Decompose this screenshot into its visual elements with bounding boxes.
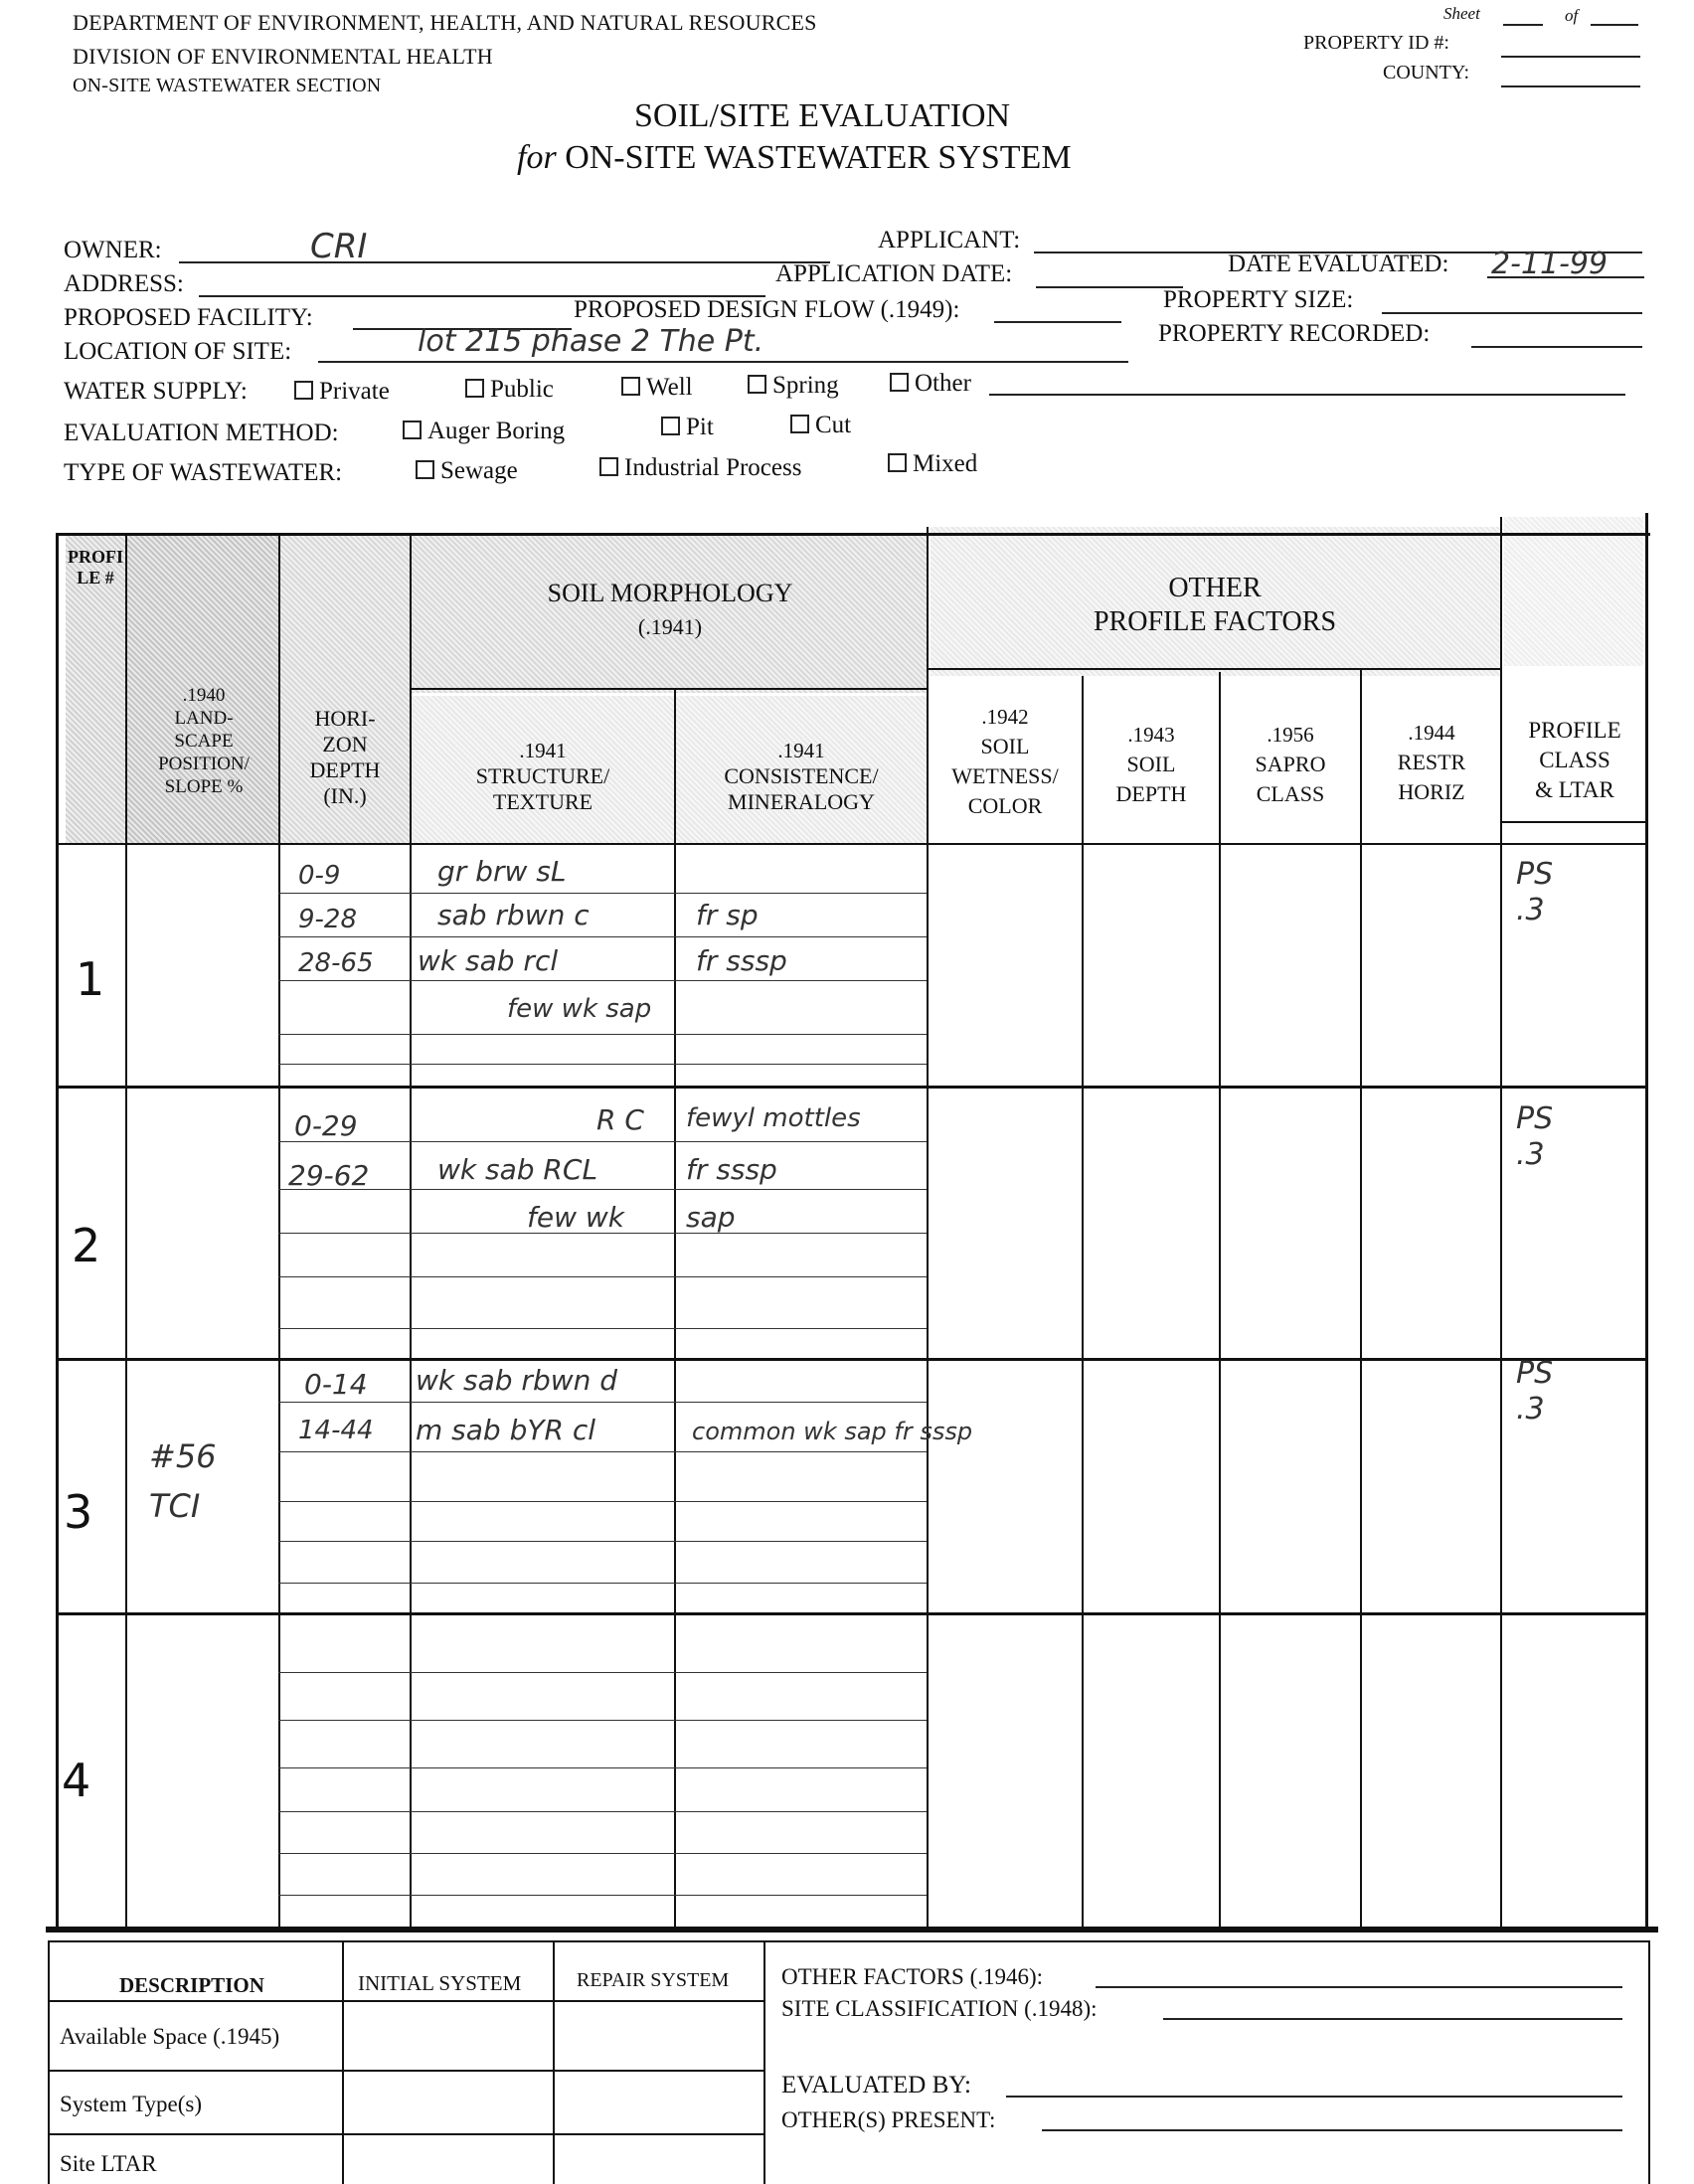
depth-cell[interactable]: 0-14: [304, 1368, 368, 1401]
description-header: DESCRIPTION: [119, 1973, 264, 1997]
repair-system-header: REPAIR SYSTEM: [577, 1969, 730, 1991]
other-profile-factors-header: OTHER PROFILE FACTORS: [1093, 573, 1337, 637]
profile-number-header: PROFILE #: [68, 547, 123, 588]
property-id-label: PROPERTY ID #:: [1303, 32, 1449, 54]
profile-class-ltar-header: PROFILE CLASS & LTAR: [1528, 718, 1621, 802]
consistence-cell[interactable]: common wk sap fr sssp: [692, 1418, 973, 1445]
profile-class-cell[interactable]: PS .3: [1516, 857, 1554, 927]
profile-class-cell[interactable]: PS .3: [1516, 1101, 1554, 1172]
site-classification-field[interactable]: [1163, 2018, 1622, 2020]
design-flow-label: PROPOSED DESIGN FLOW (.1949):: [574, 296, 960, 323]
initial-system-header: INITIAL SYSTEM: [358, 1971, 522, 1995]
depth-cell[interactable]: 28-65: [298, 948, 374, 978]
location-label: LOCATION OF SITE:: [64, 338, 292, 365]
depth-cell[interactable]: 0-9: [298, 861, 341, 891]
structure-cell[interactable]: few wk: [527, 1201, 624, 1234]
consistence-cell[interactable]: fewyl mottles: [686, 1103, 861, 1133]
date-evaluated-value: 2-11-99: [1491, 247, 1609, 281]
structure-cell[interactable]: m sab bYR cl: [416, 1414, 596, 1446]
other-factors-label: OTHER FACTORS (.1946):: [781, 1964, 1044, 1989]
depth-cell[interactable]: 9-28: [298, 905, 358, 934]
application-date-field[interactable]: [1036, 286, 1183, 288]
system-types-label: System Type(s): [60, 2092, 202, 2116]
horizon-depth-header: HORI- ZON DEPTH (IN.): [309, 706, 381, 808]
design-flow-field[interactable]: [994, 321, 1121, 323]
eval-pit-checkbox[interactable]: Pit: [661, 414, 714, 441]
structure-cell[interactable]: gr brw sL: [437, 855, 567, 888]
structure-cell[interactable]: few wk sap: [507, 994, 652, 1024]
water-private-checkbox[interactable]: Private: [294, 378, 390, 406]
eval-cut-checkbox[interactable]: Cut: [790, 412, 851, 439]
system-types-repair-cell[interactable]: [555, 2072, 763, 2133]
structure-cell[interactable]: R C: [596, 1103, 644, 1136]
owner-value: CRI: [310, 227, 368, 266]
water-other-field[interactable]: [989, 394, 1625, 396]
location-field[interactable]: [318, 361, 1128, 363]
consistence-cell[interactable]: sap: [686, 1201, 736, 1234]
soil-wetness-header: .1942 SOIL WETNESS/ COLOR: [951, 705, 1059, 818]
property-size-field[interactable]: [1382, 312, 1642, 314]
proposed-facility-label: PROPOSED FACILITY:: [64, 304, 313, 331]
division-name: DIVISION OF ENVIRONMENTAL HEALTH: [73, 44, 493, 69]
application-date-label: APPLICATION DATE:: [775, 260, 1013, 287]
depth-cell[interactable]: 0-29: [294, 1109, 358, 1142]
subtitle-for: for: [517, 139, 557, 176]
depth-cell[interactable]: 29-62: [288, 1159, 370, 1192]
others-present-field[interactable]: [1042, 2129, 1622, 2131]
address-label: ADDRESS:: [64, 270, 184, 297]
owner-field[interactable]: [179, 261, 830, 263]
sapro-class-header: .1956 SAPRO CLASS: [1255, 723, 1326, 806]
soil-depth-header: .1943 SOIL DEPTH: [1115, 723, 1187, 806]
water-well-checkbox[interactable]: Well: [621, 374, 693, 402]
consistence-cell[interactable]: fr sssp: [686, 1153, 777, 1186]
restrictive-horizon-header: .1944 RESTR HORIZ: [1397, 721, 1466, 804]
available-space-initial-cell[interactable]: [344, 2002, 553, 2070]
form-title: SOIL/SITE EVALUATION: [634, 97, 1011, 134]
sheet-label: Sheet: [1443, 4, 1480, 23]
applicant-label: APPLICANT:: [878, 227, 1021, 253]
wastewater-mixed-checkbox[interactable]: Mixed: [888, 450, 977, 478]
available-space-label: Available Space (.1945): [60, 2024, 280, 2049]
eval-auger-checkbox[interactable]: Auger Boring: [403, 418, 565, 445]
soil-morphology-header: SOIL MORPHOLOGY (.1941): [547, 579, 793, 639]
property-recorded-label: PROPERTY RECORDED:: [1158, 320, 1431, 347]
landscape-cell[interactable]: #56 TCI: [149, 1437, 217, 1525]
water-other-checkbox[interactable]: Other: [890, 370, 971, 398]
profile-number-3: 3: [64, 1485, 93, 1539]
consistence-mineralogy-header: .1941 CONSISTENCE/ MINERALOGY: [724, 739, 879, 814]
structure-cell[interactable]: sab rbwn c: [437, 899, 590, 931]
depth-cell[interactable]: 14-44: [298, 1416, 374, 1445]
available-space-repair-cell[interactable]: [555, 2002, 763, 2070]
wastewater-industrial-checkbox[interactable]: Industrial Process: [599, 454, 801, 482]
form-subtitle: ON-SITE WASTEWATER SYSTEM: [565, 139, 1072, 176]
system-types-initial-cell[interactable]: [344, 2072, 553, 2133]
section-name: ON-SITE WASTEWATER SECTION: [73, 75, 382, 96]
site-ltar-repair-cell[interactable]: [555, 2135, 763, 2184]
wastewater-type-label: TYPE OF WASTEWATER:: [64, 459, 343, 486]
landscape-position-header: .1940 LAND- SCAPE POSITION/ SLOPE %: [158, 685, 250, 797]
county-label: COUNTY:: [1383, 62, 1470, 84]
water-supply-label: WATER SUPPLY:: [64, 378, 248, 405]
water-spring-checkbox[interactable]: Spring: [748, 372, 839, 400]
owner-label: OWNER:: [64, 237, 162, 263]
sheet-of-label: of: [1565, 6, 1579, 25]
site-ltar-initial-cell[interactable]: [344, 2135, 553, 2184]
location-value: lot 215 phase 2 The Pt.: [418, 324, 764, 359]
profile-number-4: 4: [62, 1754, 91, 1807]
profile-number-2: 2: [72, 1219, 101, 1272]
others-present-label: OTHER(S) PRESENT:: [781, 2107, 996, 2132]
property-size-label: PROPERTY SIZE:: [1163, 286, 1354, 313]
structure-cell[interactable]: wk sab rcl: [418, 944, 559, 977]
structure-cell[interactable]: wk sab RCL: [437, 1153, 598, 1186]
property-recorded-field[interactable]: [1471, 346, 1642, 348]
county-field[interactable]: [1501, 85, 1640, 87]
consistence-cell[interactable]: fr sp: [696, 899, 759, 931]
eval-method-label: EVALUATION METHOD:: [64, 420, 339, 446]
department-name: DEPARTMENT OF ENVIRONMENT, HEALTH, AND NATURAL RESOURCES: [73, 10, 817, 35]
profile-class-cell[interactable]: PS .3: [1516, 1356, 1554, 1427]
date-evaluated-label: DATE EVALUATED:: [1228, 251, 1449, 277]
site-ltar-label: Site LTAR: [60, 2151, 157, 2176]
property-id-field[interactable]: [1501, 56, 1640, 58]
other-factors-field[interactable]: [1096, 1986, 1622, 1988]
site-classification-label: SITE CLASSIFICATION (.1948):: [781, 1996, 1098, 2021]
profile-number-1: 1: [76, 952, 105, 1006]
evaluated-by-field[interactable]: [1006, 2096, 1622, 2098]
water-public-checkbox[interactable]: Public: [465, 376, 554, 404]
structure-cell[interactable]: wk sab rbwn d: [416, 1364, 618, 1397]
wastewater-sewage-checkbox[interactable]: Sewage: [416, 457, 518, 485]
structure-texture-header: .1941 STRUCTURE/ TEXTURE: [475, 739, 610, 814]
evaluated-by-label: EVALUATED BY:: [781, 2072, 971, 2099]
consistence-cell[interactable]: fr sssp: [696, 944, 787, 977]
